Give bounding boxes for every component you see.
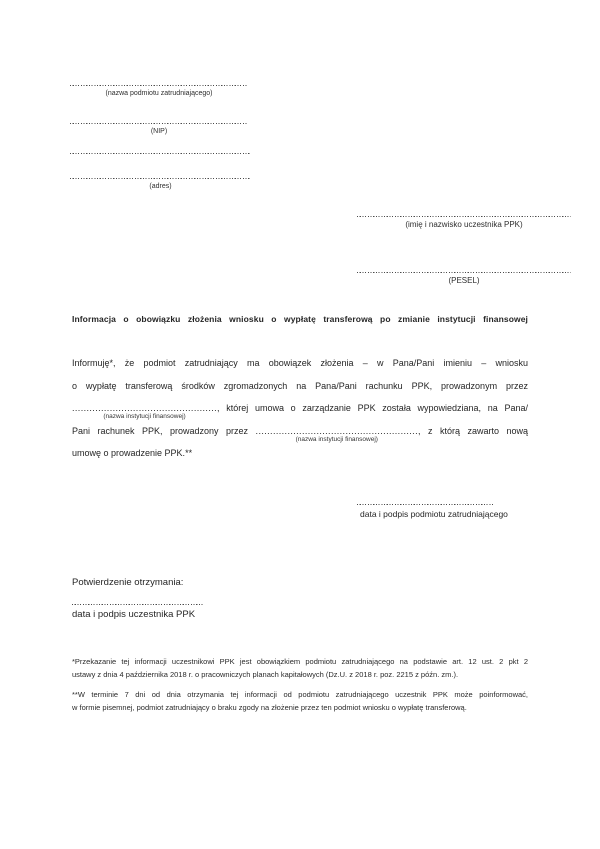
document-title: Informacja o obowiązku złożenia wniosku o wypłatę transferową po zmianie instytucji finansowej — [72, 314, 528, 324]
employer-signature-label: data i podpis podmiotu zatrudniającego — [360, 509, 508, 519]
participant-name-label: (imię i nazwisko uczestnika PPK) — [405, 220, 523, 229]
confirmation-heading: Potwierdzenie otrzymania: — [72, 577, 184, 588]
old-institution-blank — [72, 403, 218, 420]
new-institution-blank — [255, 425, 418, 443]
employer-signature-block — [357, 503, 522, 520]
address-blank-line-2 — [70, 177, 251, 179]
new-institution-dots: ........................................................ — [255, 425, 418, 436]
footnote-1-line-2: ustawy z dnia 4 października 2018 r. o pracowniczych planach kapitałowych (Dz.U. z 2018 r. poz. 2215 z późn. zm.). — [72, 669, 459, 679]
body-line-1: Informuję*, że podmiot zatrudniający ma obowiązek złożenia – w Pana/Pani imieniu – wniosku — [72, 358, 528, 368]
employer-signature-blank-line — [357, 503, 494, 505]
old-institution-dots: .................................................. — [72, 403, 218, 413]
participant-name-field — [357, 215, 571, 229]
footnote-1 — [72, 656, 528, 681]
employer-name-blank-line — [70, 84, 248, 86]
body-line-2: o wypłatę transferową środków zgromadzonych na Pana/Pani rachunku PPK, prowadzonym przez — [72, 380, 528, 391]
body-line-4-end: , z którą zawarto nową — [417, 425, 528, 436]
employer-nip-field — [70, 122, 248, 136]
pesel-label: (PESEL) — [448, 276, 480, 285]
old-institution-sublabel: (nazwa instytucji finansowej) — [103, 413, 186, 420]
body-paragraph — [72, 352, 528, 465]
footnote-1-line-1: *Przekazanie tej informacji uczestnikowi PPK jest obowiązkiem podmiotu zatrudniającego na podstawie art. 12 ust. 2 pkt 2 — [72, 657, 528, 666]
pesel-blank-line — [357, 271, 571, 273]
participant-name-blank-line — [357, 215, 571, 217]
employer-name-field — [70, 84, 248, 98]
address-label: (adres) — [149, 183, 172, 190]
new-institution-sublabel: (nazwa instytucji finansowej) — [295, 435, 378, 443]
employer-address-field-1 — [70, 152, 251, 154]
body-line-4-start: Pani rachunek PPK, prowadzony przez — [72, 425, 256, 436]
employer-address-field-2 — [70, 177, 251, 191]
footnote-2 — [72, 689, 528, 714]
nip-blank-line — [70, 122, 248, 124]
address-blank-line-1 — [70, 152, 251, 154]
body-line-3 — [72, 397, 528, 420]
body-line-4 — [72, 420, 528, 443]
participant-signature-blank-line — [72, 603, 203, 605]
body-line-3-text: , której umowa o zarządzanie PPK została wypowiedziana, na Pana/ — [217, 403, 528, 413]
footnote-2-line-2: w formie pisemnej, podmiot zatrudniający o braku zgody na złożenie przez ten podmiot wniosku o wypłatę transferową. — [72, 702, 467, 712]
nip-label: (NIP) — [150, 128, 168, 135]
participant-signature-label: data i podpis uczestnika PPK — [72, 609, 196, 620]
footnote-2-line-1: **W terminie 7 dni od dnia otrzymania tej informacji od podmiotu zatrudniającego uczestnik PPK może poinformować, — [72, 690, 528, 699]
employer-name-label: (nazwa podmiotu zatrudniającego) — [105, 90, 213, 97]
body-line-5: umowę o prowadzenie PPK.** — [72, 448, 193, 458]
pesel-field — [357, 271, 571, 285]
